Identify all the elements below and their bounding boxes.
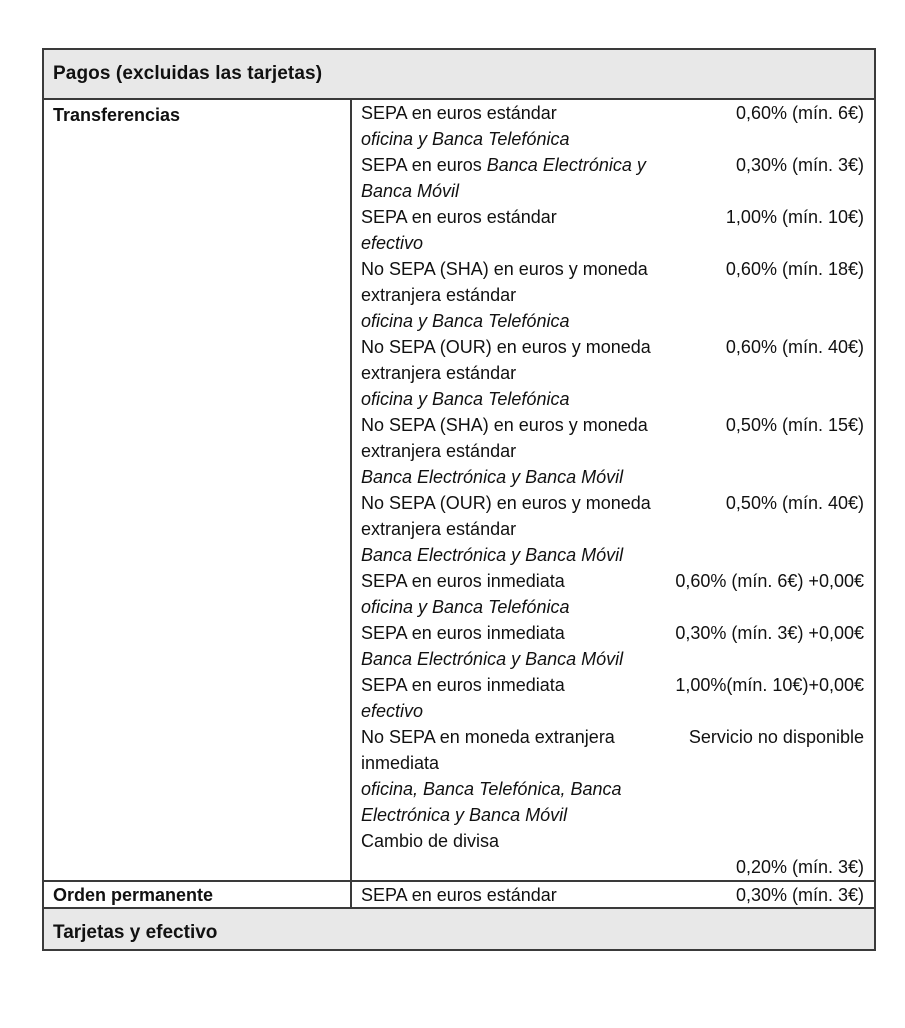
fee-item	[361, 334, 864, 412]
fee-channel: Banca Electrónica y Banca Móvil	[361, 155, 646, 201]
section-title-cards: Tarjetas y efectivo	[53, 922, 218, 943]
fee-item	[361, 152, 864, 204]
fee-description: No SEPA (OUR) en euros y moneda extranjera estándar	[361, 337, 651, 383]
row-label-standing-order: Orden permanente	[44, 882, 352, 907]
fee-item	[361, 620, 864, 672]
fee-item	[361, 204, 864, 256]
fee-description: No SEPA (OUR) en euros y moneda extranjera estándar	[361, 493, 651, 539]
fee-channel: efectivo	[361, 233, 424, 253]
fee-item	[361, 882, 864, 907]
row-label-transfers: Transferencias	[44, 100, 352, 880]
fee-description: SEPA en euros inmediata	[361, 675, 565, 695]
fee-channel: Banca Electrónica y Banca Móvil	[361, 467, 624, 487]
fee-item	[361, 724, 864, 828]
fee-item	[361, 100, 864, 152]
section-header-cards	[44, 909, 874, 949]
fee-price: 0,60% (mín. 40€)	[725, 337, 864, 357]
fee-description: No SEPA (SHA) en euros y moneda extranjera estándar	[361, 259, 648, 305]
fee-item	[361, 672, 864, 724]
fee-channel: Banca Electrónica y Banca Móvil	[361, 545, 624, 565]
fee-price: Servicio no disponible	[688, 727, 864, 747]
fee-channel: oficina y Banca Telefónica	[361, 311, 570, 331]
fee-description: No SEPA en moneda extranjera inmediata	[361, 727, 615, 773]
standing-order-items	[352, 882, 874, 907]
fee-price: 0,50% (mín. 40€)	[725, 493, 864, 513]
transfers-items	[352, 100, 874, 880]
fee-channel: Banca Electrónica y Banca Móvil	[361, 649, 624, 669]
fee-price: 0,30% (mín. 3€)	[735, 885, 864, 905]
fee-price: 0,30% (mín. 3€)	[735, 155, 864, 175]
fee-channel: efectivo	[361, 701, 424, 721]
standing-order-row	[44, 882, 874, 909]
fee-description: SEPA en euros estándar	[361, 103, 557, 123]
fee-item	[361, 828, 864, 880]
transfers-row	[44, 100, 874, 882]
fee-price: 0,20% (mín. 3€)	[735, 857, 864, 877]
fee-channel: oficina y Banca Telefónica	[361, 129, 570, 149]
fee-price: 0,50% (mín. 15€)	[725, 415, 864, 435]
fee-description: SEPA en euros	[361, 155, 482, 175]
fee-price: 0,60% (mín. 18€)	[725, 259, 864, 279]
fees-table	[42, 48, 876, 951]
fee-channel: oficina y Banca Telefónica	[361, 389, 570, 409]
section-title-payments: Pagos (excluidas las tarjetas)	[53, 63, 323, 84]
fee-item	[361, 568, 864, 620]
fee-price: 0,60% (mín. 6€) +0,00€	[675, 571, 864, 591]
fee-description: SEPA en euros estándar	[361, 207, 557, 227]
fee-item	[361, 256, 864, 334]
fee-description: Cambio de divisa	[361, 831, 500, 851]
fee-price: 0,30% (mín. 3€) +0,00€	[675, 623, 864, 643]
fee-description: No SEPA (SHA) en euros y moneda extranjera estándar	[361, 415, 648, 461]
fee-description: SEPA en euros inmediata	[361, 623, 565, 643]
fee-item	[361, 490, 864, 568]
fee-price: 1,00% (mín. 10€)	[725, 207, 864, 227]
fee-item	[361, 412, 864, 490]
fee-price: 0,60% (mín. 6€)	[735, 103, 864, 123]
fee-description: SEPA en euros inmediata	[361, 571, 565, 591]
section-header-payments	[44, 50, 874, 100]
fee-channel: oficina y Banca Telefónica	[361, 597, 570, 617]
fee-price: 1,00%(mín. 10€)+0,00€	[675, 675, 864, 695]
fee-description: SEPA en euros estándar	[361, 885, 557, 905]
fee-channel: oficina, Banca Telefónica, Banca Electrónica y Banca Móvil	[361, 779, 622, 825]
